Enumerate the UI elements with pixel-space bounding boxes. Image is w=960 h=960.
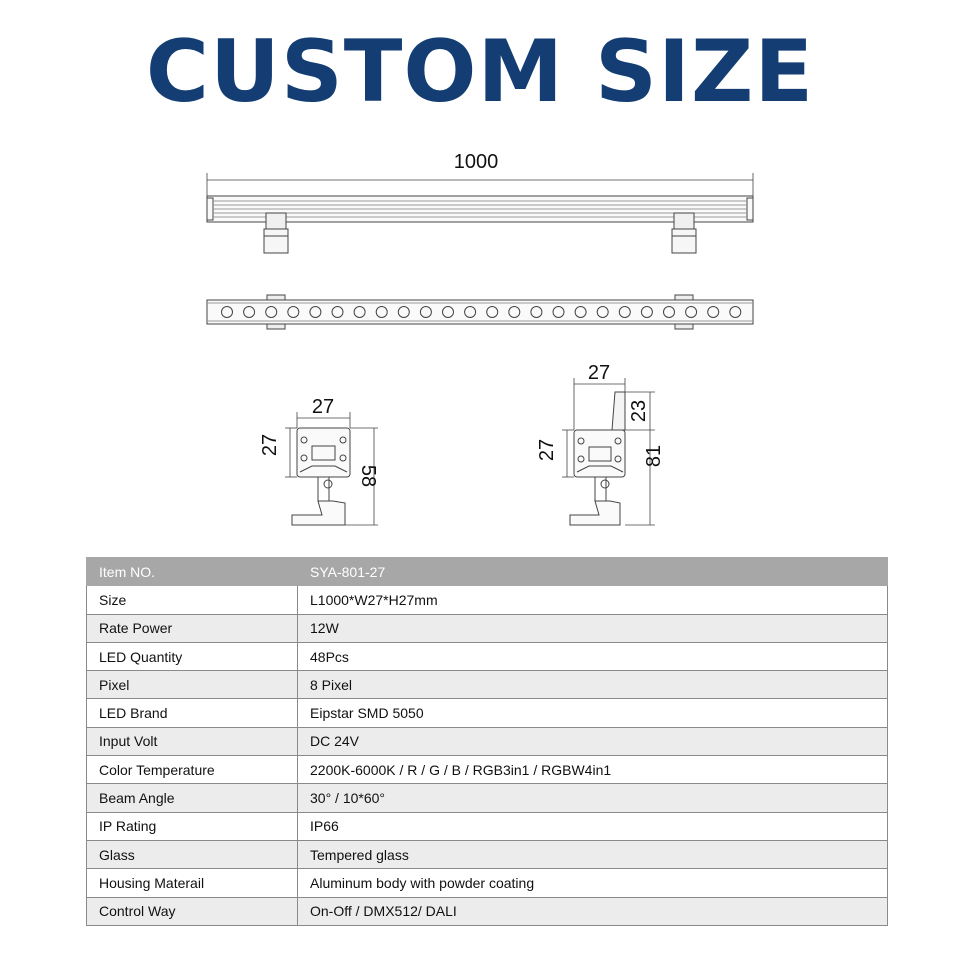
spec-value: Tempered glass [298, 840, 888, 868]
spec-value: 30° / 10*60° [298, 784, 888, 812]
spec-value: 48Pcs [298, 642, 888, 670]
spec-header-value: SYA-801-27 [298, 558, 888, 586]
left-width-label: 27 [311, 396, 335, 418]
right-total-height-label: 81 [643, 444, 665, 468]
spec-row [87, 812, 888, 840]
spec-row [87, 586, 888, 614]
right-width-label: 27 [587, 362, 611, 384]
spec-label: LED Quantity [87, 642, 298, 670]
spec-value: IP66 [298, 812, 888, 840]
spec-row [87, 699, 888, 727]
spec-table-header [87, 558, 888, 586]
spec-value: DC 24V [298, 727, 888, 755]
spec-row [87, 671, 888, 699]
spec-row [87, 840, 888, 868]
spec-value: Eipstar SMD 5050 [298, 699, 888, 727]
spec-value: On-Off / DMX512/ DALI [298, 897, 888, 925]
spec-row [87, 727, 888, 755]
page-title: CUSTOM SIZE [145, 22, 815, 122]
spec-row [87, 869, 888, 897]
spec-label: Size [87, 586, 298, 614]
spec-row [87, 642, 888, 670]
spec-label: Glass [87, 840, 298, 868]
spec-label: Control Way [87, 897, 298, 925]
spec-header-label: Item NO. [87, 558, 298, 586]
left-total-height-label: 58 [357, 464, 379, 488]
spec-label: Beam Angle [87, 784, 298, 812]
spec-value: 12W [298, 614, 888, 642]
spec-label: Housing Materail [87, 869, 298, 897]
fixture-side-view [207, 173, 753, 253]
spec-value: L1000*W27*H27mm [298, 586, 888, 614]
fixture-front-view [207, 295, 753, 329]
spec-label: IP Rating [87, 812, 298, 840]
spec-row [87, 756, 888, 784]
spec-row [87, 897, 888, 925]
right-cap-height-label: 23 [628, 399, 650, 423]
spec-value: Aluminum body with powder coating [298, 869, 888, 897]
spec-label: Color Temperature [87, 756, 298, 784]
spec-row [87, 614, 888, 642]
length-dimension-label: 1000 [453, 151, 499, 173]
spec-table [86, 557, 888, 926]
spec-label: LED Brand [87, 699, 298, 727]
right-height-label: 27 [536, 438, 558, 462]
spec-row [87, 784, 888, 812]
spec-label: Rate Power [87, 614, 298, 642]
spec-value: 8 Pixel [298, 671, 888, 699]
spec-label: Input Volt [87, 727, 298, 755]
spec-value: 2200K-6000K / R / G / B / RGB3in1 / RGBW4in1 [298, 756, 888, 784]
left-height-label: 27 [259, 433, 281, 457]
spec-label: Pixel [87, 671, 298, 699]
